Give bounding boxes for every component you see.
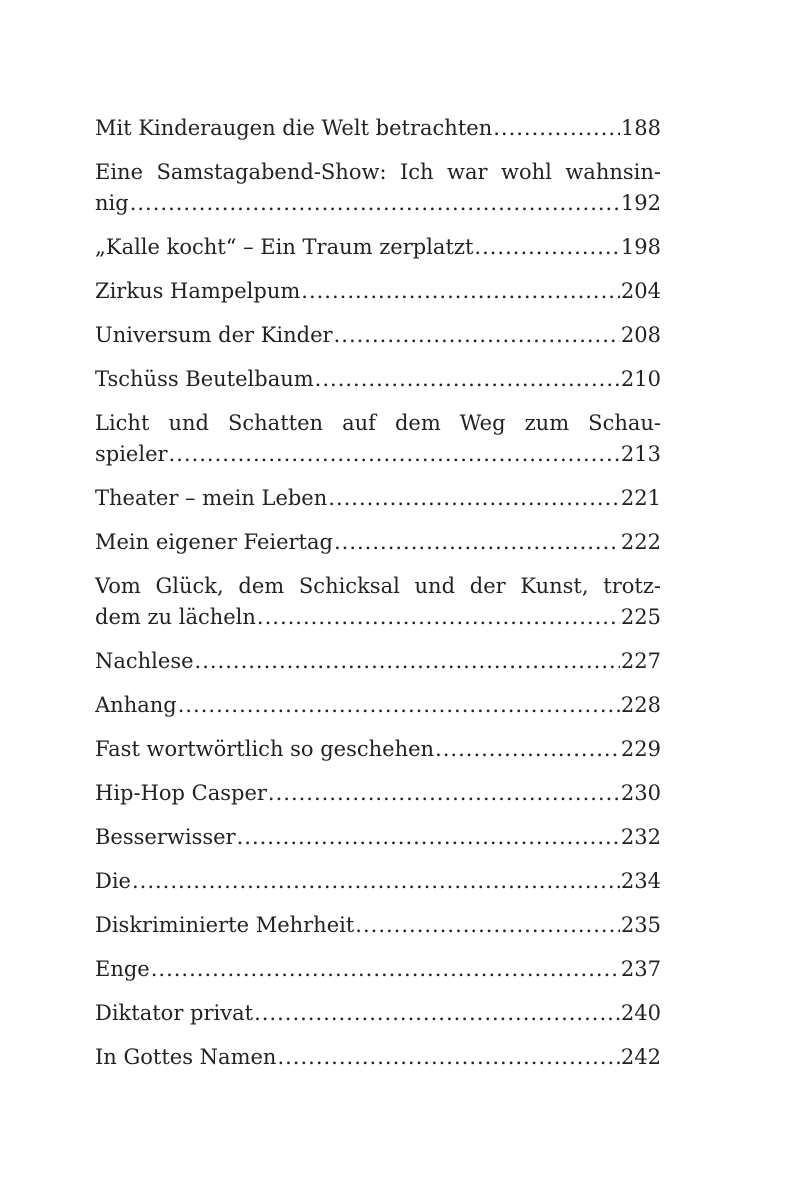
dot-leader — [277, 1042, 619, 1073]
toc-line — [95, 910, 661, 941]
toc-entry-title: Diktator privat — [95, 1001, 254, 1025]
toc-entry — [95, 276, 661, 307]
toc-entry — [95, 822, 661, 853]
toc-entry-title: Diskriminierte Mehrheit — [95, 913, 355, 937]
toc-entry — [95, 998, 661, 1029]
toc-entry-title: dem zu lächeln — [95, 605, 256, 629]
toc-line — [95, 320, 661, 351]
toc-entry — [95, 571, 661, 633]
toc-line — [95, 276, 661, 307]
dot-leader — [334, 320, 620, 351]
dot-leader — [474, 232, 620, 263]
toc-line — [95, 646, 661, 677]
toc-entry-page: 240 — [620, 1001, 661, 1025]
toc-entry — [95, 866, 661, 897]
toc-entry-page: 213 — [620, 442, 661, 466]
toc-entry-title: Universum der Kinder — [95, 323, 333, 347]
toc-entry — [95, 157, 661, 219]
toc-line — [95, 1042, 661, 1073]
toc-entry-page: 204 — [620, 279, 661, 303]
toc-entry-title: Besserwisser — [95, 825, 236, 849]
toc-entry-title: Fast wortwörtlich so geschehen — [95, 737, 435, 761]
toc-entry-title: Die — [95, 869, 131, 893]
toc-entry — [95, 364, 661, 395]
toc-entry — [95, 778, 661, 809]
toc-line — [95, 602, 661, 633]
toc-line — [95, 188, 661, 219]
toc-entry — [95, 113, 661, 144]
toc-line — [95, 998, 661, 1029]
toc-entry-page: 227 — [620, 649, 661, 673]
dot-leader — [151, 954, 620, 985]
toc-entry — [95, 527, 661, 558]
toc-entry-page: 242 — [620, 1045, 661, 1069]
toc-entry-page: 237 — [620, 957, 661, 981]
toc-entry-page: 225 — [620, 605, 661, 629]
toc-entry-page: 228 — [620, 693, 661, 717]
dot-leader — [237, 822, 620, 853]
toc-entry — [95, 320, 661, 351]
toc-entry-title: Mit Kinderaugen die Welt betrachten — [95, 116, 493, 140]
dot-leader — [254, 998, 620, 1029]
toc-entry-page: 221 — [620, 486, 661, 510]
toc-entry-page: 230 — [620, 781, 661, 805]
toc-entry — [95, 483, 661, 514]
toc-entry-title: Zirkus Hampelpum — [95, 279, 301, 303]
toc-line — [95, 690, 661, 721]
toc-line — [95, 527, 661, 558]
toc-entry-title-first-line: Vom Glück, dem Schicksal und der Kunst, trotz- — [95, 574, 661, 598]
dot-leader — [195, 646, 620, 677]
toc-entry-title-first-line: Licht und Schatten auf dem Weg zum Schau- — [95, 411, 661, 435]
toc-entry-title: Hip-Hop Casper — [95, 781, 267, 805]
toc-entry — [95, 1042, 661, 1073]
dot-leader — [178, 690, 620, 721]
toc-entry-page: 188 — [620, 116, 661, 140]
toc-entry-page: 198 — [620, 235, 661, 259]
toc-line — [95, 822, 661, 853]
toc-line — [95, 483, 661, 514]
toc-entry-title: In Gottes Namen — [95, 1045, 277, 1069]
dot-leader — [315, 364, 620, 395]
toc-line — [95, 778, 661, 809]
toc-entry-page: 232 — [620, 825, 661, 849]
toc-line — [95, 232, 661, 263]
toc-entry-page: 235 — [620, 913, 661, 937]
toc-line — [95, 734, 661, 765]
dot-leader — [257, 602, 620, 633]
dot-leader — [328, 483, 620, 514]
toc-entry-page: 229 — [620, 737, 661, 761]
toc-line — [95, 113, 661, 144]
dot-leader — [435, 734, 620, 765]
toc-entry — [95, 646, 661, 677]
toc-entry — [95, 910, 661, 941]
toc-entry-page: 222 — [620, 530, 661, 554]
toc-entry-page: 208 — [620, 323, 661, 347]
dot-leader — [334, 527, 620, 558]
toc-entry-page: 234 — [620, 869, 661, 893]
toc-line — [95, 954, 661, 985]
toc-entry — [95, 232, 661, 263]
toc-entry-page: 192 — [620, 191, 661, 215]
toc-entry — [95, 408, 661, 470]
toc-entry-title: Anhang — [95, 693, 177, 717]
toc-entry-title: spieler — [95, 442, 168, 466]
toc-entry-title: Nachlese — [95, 649, 194, 673]
dot-leader — [169, 439, 620, 470]
toc-entry-title: Theater – mein Leben — [95, 486, 328, 510]
table-of-contents — [95, 113, 661, 1086]
toc-entry-title: „Kalle kocht“ – Ein Traum zerplatzt — [95, 235, 474, 259]
toc-entry — [95, 954, 661, 985]
toc-entry — [95, 734, 661, 765]
dot-leader — [268, 778, 620, 809]
toc-entry-page: 210 — [620, 367, 661, 391]
toc-entry-title: Tschüss Beutelbaum — [95, 367, 314, 391]
toc-entry-title: nig — [95, 191, 129, 215]
dot-leader — [132, 866, 620, 897]
toc-line — [95, 866, 661, 897]
dot-leader — [301, 276, 620, 307]
toc-line — [95, 364, 661, 395]
dot-leader — [493, 113, 620, 144]
toc-entry — [95, 690, 661, 721]
toc-entry-title-first-line: Eine Samstagabend-Show: Ich war wohl wahnsin- — [95, 160, 661, 184]
dot-leader — [130, 188, 620, 219]
dot-leader — [355, 910, 620, 941]
toc-line — [95, 439, 661, 470]
toc-entry-title: Enge — [95, 957, 150, 981]
toc-entry-title: Mein eigener Feiertag — [95, 530, 333, 554]
